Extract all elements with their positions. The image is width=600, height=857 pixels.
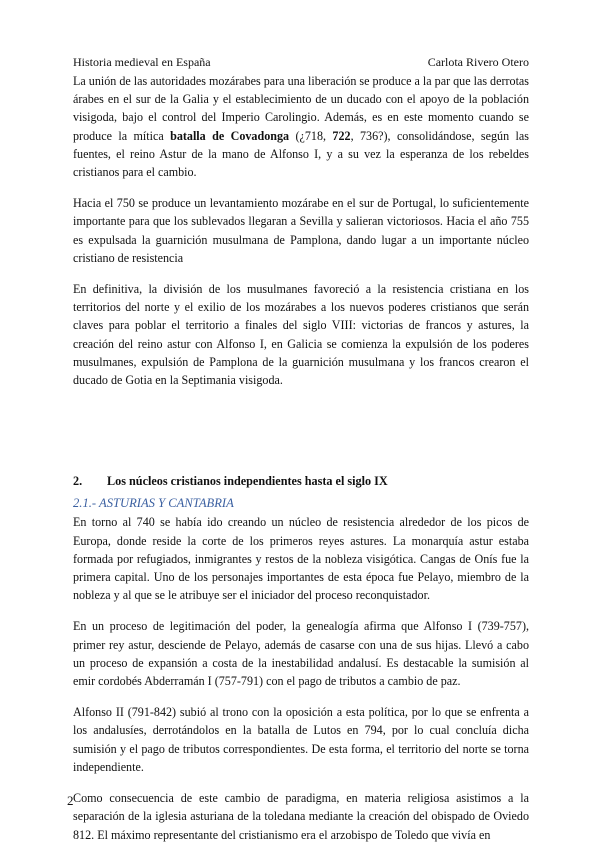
subsection-heading: 2.1.- ASTURIAS Y CANTABRIA (73, 496, 234, 511)
text-run: La unión de las autoridades mozárabes para una liberación se produce a la par que las derrotas árabes en el sur de la Galia y el establecimiento de un ducado con el apoyo de la población visigoda, bajo el control del Imperio Carolingio. Además, es en este momento cuando se produce la mítica (73, 74, 530, 143)
section-heading (73, 472, 529, 490)
page-header (73, 55, 529, 70)
bold-text: 722 (332, 128, 351, 143)
section-paragraph-2: En un proceso de legitimación del poder, la genealogía afirma que Alfonso I (739-757), primer rey astur, desciende de Pelayo, además de casarse con una de sus hijas. Llevó a cabo un proceso de expansión a costa de la inestabilidad andalusí. Es destacable la sumisión al emir cordobés Abderramán I (757-791) con el pago de tributos a cambio de paz. (73, 619, 529, 689)
paragraph-2: Hacia el 750 se produce un levantamiento mozárabe en el sur de Portugal, lo suficientemente importante para que los sublevados llegaran a Sevilla y salieran victoriosos. Hacia el año 755 es expulsada la guarnición musulmana de Pamplona, dando lugar a un importante núcleo cristiano de resistencia (73, 196, 529, 265)
paragraph-3: En definitiva, la división de los musulmanes favoreció a la resistencia cristiana en los territorios del norte y el exilio de los mozárabes a los nuevos poderes cristianos que serán claves para poblar el territorio a finales del siglo VIII: victorias de francos y astures, la creación del reino astur con Alfonso I, en Galicia se comienza la expulsión de los poderes musulmanes, expulsión de Pamplona de la guarnición musulmana y los francos crearon el ducado de Gotia en la Septimania visigoda. (73, 282, 529, 388)
page-number: 2 (67, 793, 74, 808)
spacer (73, 402, 529, 472)
section-paragraph-3: Alfonso II (791-842) subió al trono con la oposición a esta política, por lo que se enfrenta a los andalusíes, derrotándolos en la batalla de Lutos en 794, por lo cual concluía dicha sumisión y el pago de tributos correspondientes. De esta forma, el territorio del norte se torna independiente. (73, 705, 529, 774)
document-body (73, 72, 529, 857)
paragraph-1 (73, 72, 529, 181)
bold-text: batalla de Covadonga (170, 128, 290, 143)
section-title: Los núcleos cristianos independientes hasta el siglo IX (107, 474, 388, 489)
text-run: (¿718, (289, 128, 333, 143)
section-paragraph-4: Como consecuencia de este cambio de paradigma, en materia religiosa asistimos a la separación de la iglesia asturiana de la toledana mediante la creación del obispado de Oviedo 812. El máximo representante del cristianismo era el arzobispo de Toledo que vivía en (73, 791, 529, 842)
header-left: Historia medieval en España (73, 55, 211, 69)
section-paragraph-1: En torno al 740 se había ido creando un núcleo de resistencia alrededor de los picos de Europa, donde reside la corte de los primeros reyes astures. La monarquía astur estaba formada por refugiados, inmigrantes y restos de la nobleza visigótica. Cangas de Onís fue la primera capital. Uno de los personajes importantes de esta época fue Pelayo, miembro de la nobleza y al que se le atribuye ser el iniciador del proceso reconquistador. (73, 515, 529, 603)
section-number: 2. (73, 474, 83, 489)
header-right: Carlota Rivero Otero (427, 55, 529, 69)
text-run: , 736?), consolidándose, según las fuentes, el reino Astur de la mano de Alfonso I, y a su vez la esperanza de los rebeldes cristianos para el cambio. (73, 128, 529, 180)
